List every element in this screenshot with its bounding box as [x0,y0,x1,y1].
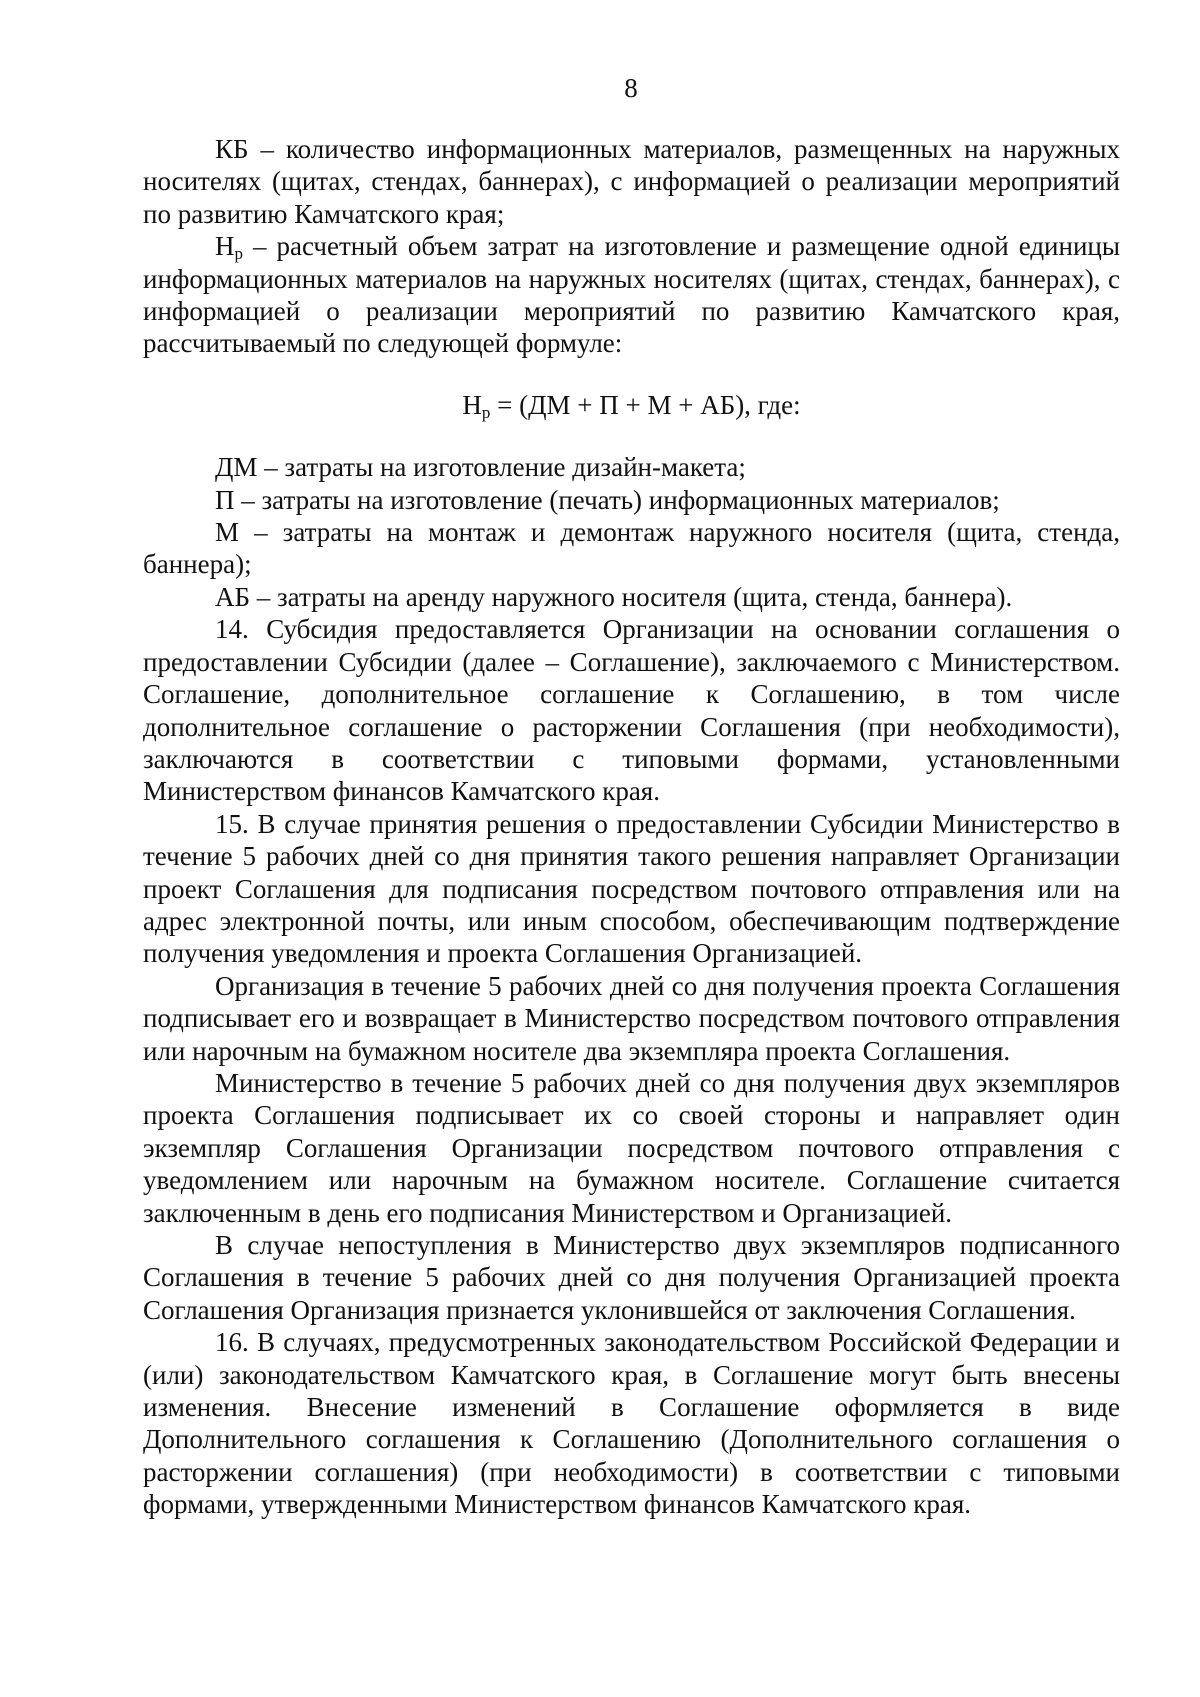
paragraph-text: Министерство в течение 5 рабочих дней со дня получения двух экземпляров проекта Соглашения подписывает их со своей стороны и направляет один экземпляр Соглашения Организации посредством почтового отправления с уведомлением или нарочным на бумажном носителе. Соглашение считается заключенным в день его подписания Министерством и Организацией. [143,1067,1120,1228]
paragraph-text: П – затраты на изготовление (печать) информационных материалов; [215,484,1000,515]
page-number: 8 [624,73,638,103]
paragraph-non-receipt [143,1229,1120,1326]
paragraph-text: 15. В случае принятия решения о предоставлении Субсидии Министерство в течение 5 рабочих дней со дня принятия такого решения направляет Организации проект Соглашения для подписания посредством почтового отправления или на адрес электронной почты, или иным способом, обеспечивающим подтверждение получения уведомления и проекта Соглашения Организацией. [143,808,1120,969]
paragraph-text: КБ – количество информационных материалов, размещенных на наружных носителях (щитах, стендах, баннерах), с информацией о реализации мероприятий по развитию Камчатского края; [143,134,1120,229]
paragraph-text: Организация в течение 5 рабочих дней со дня получения проекта Соглашения подписывает его и возвращает в Министерство посредством почтового отправления или нарочным на бумажном носителе два экземпляра проекта Соглашения. [143,970,1120,1066]
paragraph-text: ДМ – затраты на изготовление дизайн-макета; [215,452,746,483]
formula-text: = (ДМ + П + М + АБ), где: [490,389,801,420]
paragraph-text: 16. В случаях, предусмотренных законодательством Российской Федерации и (или) законодательством Камчатского края, в Соглашение могут быть внесены изменения. Внесение изменений в Соглашение оформляется в виде Дополнительного соглашения к Соглашению (Дополнительного соглашения о расторжении соглашения) (при необходимости) в соответствии с типовыми формами, утвержденными Министерством финансов Камчатского края. [143,1327,1120,1520]
paragraph-m-definition [143,516,1120,581]
paragraph-organization-signing [143,970,1120,1067]
paragraph-text: В случае непоступления в Министерство двух экземпляров подписанного Соглашения в течение 5 рабочих дней со дня получения Организацией проекта Соглашения Организация признается уклонившейся от заключения Соглашения. [143,1230,1120,1325]
paragraph-text: 14. Субсидия предоставляется Организации на основании соглашения о предоставлении Субсидии (далее – Соглашение), заключаемого с Министерством. Соглашение, дополнительное соглашение к Соглашению, в том числе дополнительное соглашение о расторжении Соглашения (при необходимости), заключаются в соответствии с типовыми формами, установленными Министерством финансов Камчатского края. [143,614,1120,807]
paragraph-ministry-signing [143,1067,1120,1229]
paragraph-14 [143,613,1120,807]
paragraph-text: М – затраты на монтаж и демонтаж наружного носителя (щита, стенда, баннера); [143,517,1120,580]
paragraph-kb-definition [143,133,1120,230]
paragraph-ab-definition [143,581,1120,613]
paragraph-text: АБ – затраты на аренду наружного носителя (щита, стенда, баннера). [215,581,1013,612]
subscript-p: р [234,244,243,264]
paragraph-text: – расчетный объем затрат на изготовление и размещение одной единицы информационных материалов на наружных носителях (щитах, стендах, баннерах), с информацией о реализации мероприятий по развитию Камчатского края, рассчитываемый по следующей формуле: [143,231,1120,359]
paragraph-p-definition [143,484,1120,516]
document-body [143,133,1120,1521]
symbol-h: Н [462,389,482,420]
symbol-h: Н [215,231,235,262]
paragraph-16 [143,1326,1120,1520]
subscript-p: р [481,402,491,422]
paragraph-15 [143,808,1120,970]
formula [143,389,1120,421]
paragraph-hp-definition [143,230,1120,360]
paragraph-dm-definition [143,451,1120,483]
